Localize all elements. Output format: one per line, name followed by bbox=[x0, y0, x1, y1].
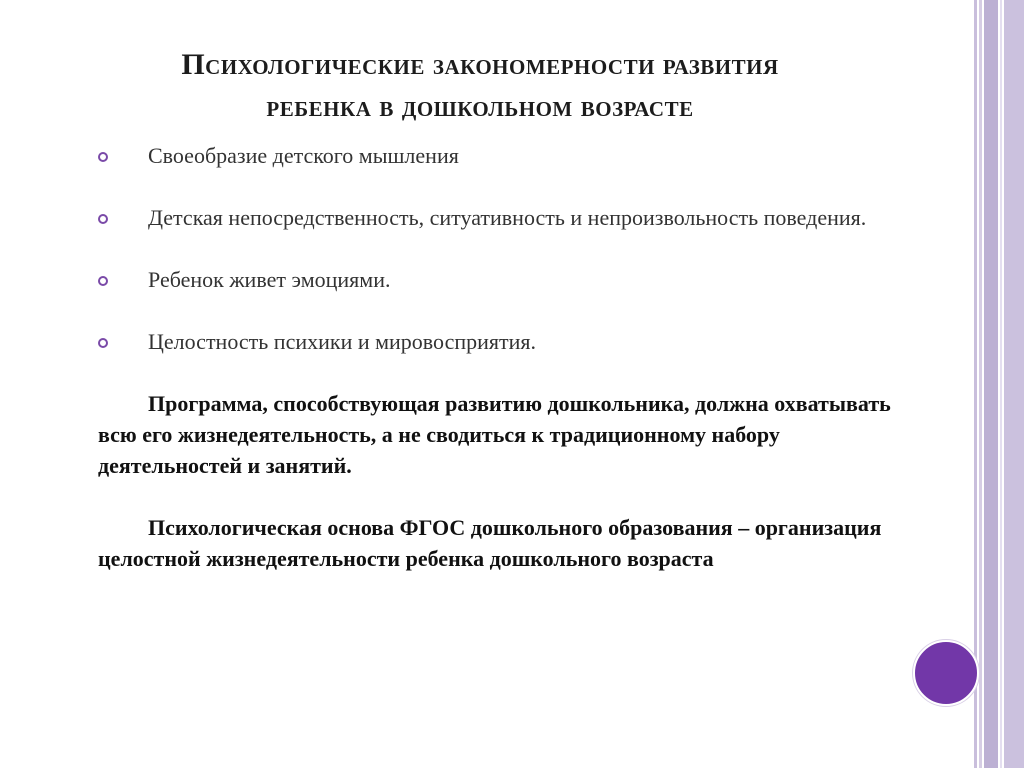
slide-title bbox=[60, 44, 900, 128]
list-item-text: Своеобразие детского мышления bbox=[148, 143, 459, 168]
title-line-2: ребенка в дошкольном возрасте bbox=[266, 90, 694, 123]
list-item-text: Детская непосредственность, ситуативность и непроизвольность поведения. bbox=[148, 205, 867, 230]
decorative-circle bbox=[913, 640, 979, 706]
list-item-text: Ребенок живет эмоциями. bbox=[148, 267, 391, 292]
title-line-1: Психологические закономерности развития bbox=[181, 48, 779, 81]
stripe bbox=[974, 0, 977, 768]
list-item bbox=[98, 202, 928, 233]
bullet-circle-icon bbox=[98, 152, 108, 162]
bullet-circle-icon bbox=[98, 276, 108, 286]
list-item bbox=[98, 140, 928, 171]
decorative-stripes bbox=[974, 0, 1024, 768]
stripe bbox=[984, 0, 998, 768]
list-item bbox=[98, 264, 928, 295]
list-item bbox=[98, 326, 928, 357]
stripe bbox=[1004, 0, 1024, 768]
bullet-circle-icon bbox=[98, 338, 108, 348]
emphasis-paragraph: Программа, способствующая развитию дошкольника, должна охватывать всю его жизнедеятельность, а не сводиться к традиционному набору деятельностей и занятий. bbox=[98, 391, 891, 478]
stripe bbox=[1000, 0, 1002, 768]
slide-content bbox=[98, 140, 928, 605]
list-item-text: Целостность психики и мировосприятия. bbox=[148, 329, 537, 354]
emphasis-paragraph: Психологическая основа ФГОС дошкольного образования – организация целостной жизнедеятельности ребенка дошкольного возраста bbox=[98, 515, 882, 571]
bullet-circle-icon bbox=[98, 214, 108, 224]
stripe bbox=[979, 0, 982, 768]
